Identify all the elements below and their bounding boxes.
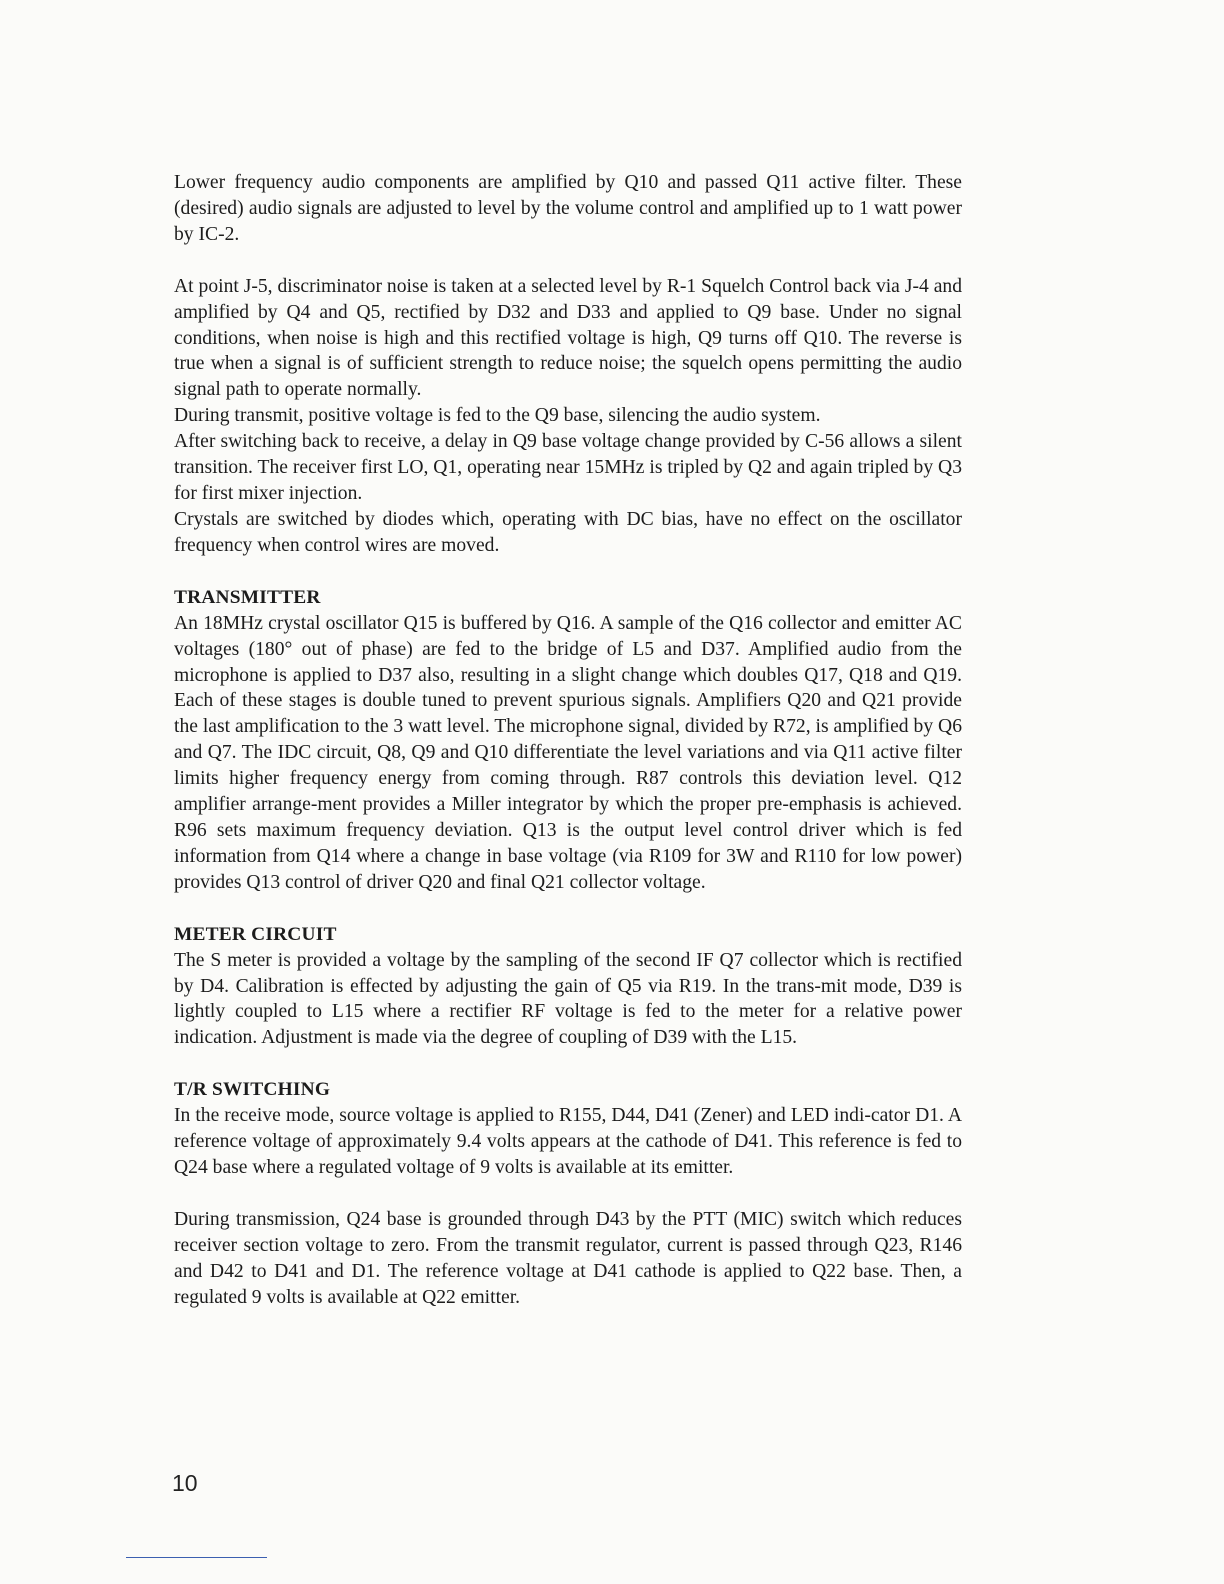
paragraph-tr-switching-transmit: During transmission, Q24 base is grounded through D43 by the PTT (MIC) switch which reduces receiver section voltage to zero. From the transmit regulator, current is passed through Q23, R146 and D42 to D41 and D1. The reference voltage at D41 cathode is applied to Q22 base. Then, a regulated 9 volts is available at Q22 emitter. [174,1209,962,1308]
section-heading-transmitter: TRANSMITTER [174,586,321,608]
paragraph-crystal-switching: Crystals are switched by diodes which, operating with DC bias, have no effect on the oscillator frequency when control wires are moved. [174,508,962,556]
paragraph-gap [174,248,962,274]
footer-rule [126,1557,267,1558]
paragraph-gap [174,1051,962,1077]
section-heading-meter-circuit: METER CIRCUIT [174,923,337,945]
page-content [174,170,962,1311]
paragraph-squelch: At point J-5, discriminator noise is taken at a selected level by R-1 Squelch Control back via J-4 and amplified by Q4 and Q5, rectified by D32 and D33 and applied to Q9 base. Under no signal conditions, when noise is high and this rectified voltage is high, Q9 turns off Q10. The reverse is true when a signal is of sufficient strength to reduce noise; the squelch opens permitting the audio signal path to operate normally. [174,275,962,401]
paragraph-audio-amplification: Lower frequency audio components are amplified by Q10 and passed Q11 active filter. These (desired) audio signals are adjusted to level by the volume control and amplified up to 1 watt power by IC-2. [174,172,962,245]
section-heading-tr-switching: T/R SWITCHING [174,1079,331,1101]
paragraph-transmit-silencing: During transmit, positive voltage is fed to the Q9 base, silencing the audio system. [174,405,821,427]
paragraph-transmitter: An 18MHz crystal oscillator Q15 is buffered by Q16. A sample of the Q16 collector and emitter AC voltages (180° out of phase) are fed to the bridge of L5 and D37. Amplified audio from the microphone is applied to D37 also, resulting in a slight change which doubles Q17, Q18 and Q19. Each of these stages is double tuned to prevent spurious signals. Amplifiers Q20 and Q21 provide the last amplification to the 3 watt level. The microphone signal, divided by R72, is amplified by Q6 and Q7. The IDC circuit, Q8, Q9 and Q10 differentiate the level variations and via Q11 active filter limits higher frequency energy from coming through. R87 controls this deviation level. Q12 amplifier arrange-ment provides a Miller integrator by which the proper pre-emphasis is achieved. R96 sets maximum frequency deviation. Q13 is the output level control driver which is fed information from Q14 where a change in base voltage (via R109 for 3W and R110 for low power) provides Q13 control of driver Q20 and final Q21 collector voltage. [174,612,962,893]
paragraph-meter-circuit: The S meter is provided a voltage by the sampling of the second IF Q7 collector which is rectified by D4. Calibration is effected by adjusting the gain of Q5 via R19. In the trans-mit mode, D39 is lightly coupled to L15 where a rectifier RF voltage is fed to the meter for a relative power indication. Adjustment is made via the degree of coupling of D39 with the L15. [174,949,962,1049]
paragraph-tr-switching-receive: In the receive mode, source voltage is applied to R155, D44, D41 (Zener) and LED indi-cator D1. A reference voltage of approximately 9.4 volts appears at the cathode of D41. This reference is fed to Q24 base where a regulated voltage of 9 volts is available at its emitter. [174,1105,962,1179]
paragraph-gap [174,896,962,922]
page-number: 10 [172,1470,198,1496]
paragraph-receive-delay: After switching back to receive, a delay in Q9 base voltage change provided by C-56 allows a silent transition. The receiver first LO, Q1, operating near 15MHz is tripled by Q2 and again tripled by Q3 for first mixer injection. [174,431,962,504]
paragraph-gap [174,559,962,585]
paragraph-gap [174,1181,962,1207]
